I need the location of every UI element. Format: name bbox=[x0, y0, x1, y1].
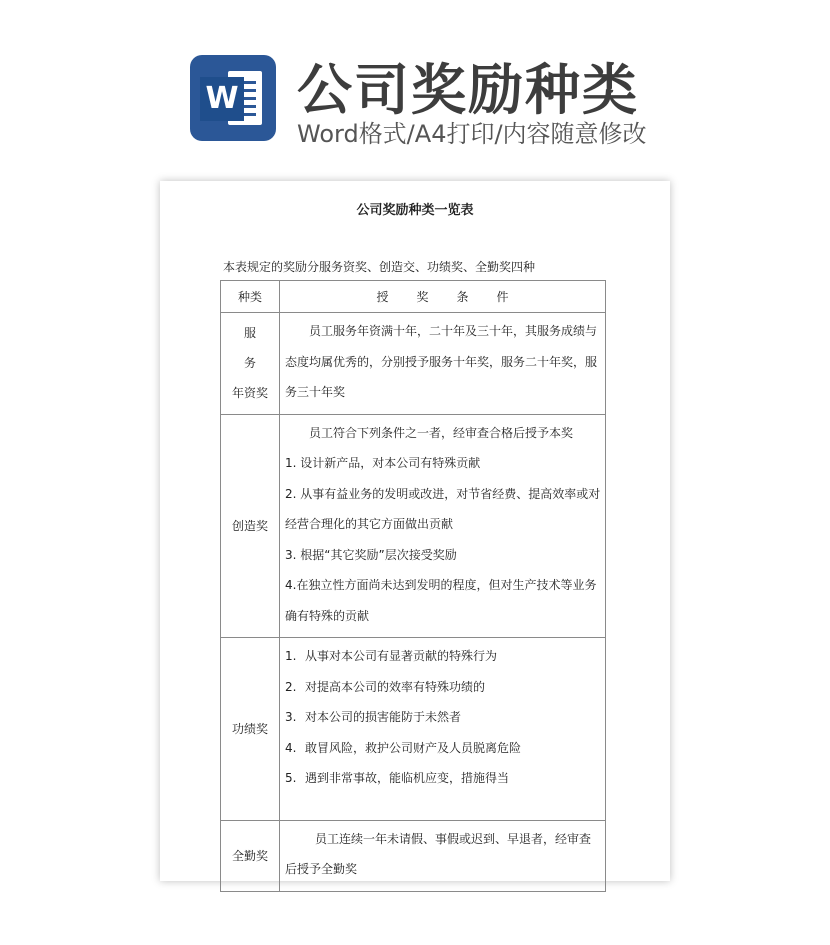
award-type-line: 全勤奖 bbox=[231, 848, 268, 863]
condition-paragraph: 员工符合下列条件之一者，经审查合格后授予本奖 bbox=[309, 425, 574, 440]
word-app-icon bbox=[190, 55, 276, 141]
condition-paragraph: 4.在独立性方面尚未达到发明的程度，但对生产技术等业务确有特殊的贡献 bbox=[285, 578, 597, 623]
condition-paragraph: 员工服务年资满十年，二十年及三十年，其服务成绩与态度均属优秀的，分别授予服务十年奖，服务二十年奖，服务三十年奖 bbox=[285, 324, 598, 399]
header-type: 种类 bbox=[221, 281, 280, 313]
table-row-merit bbox=[221, 638, 606, 821]
table-row-attendance bbox=[221, 820, 606, 891]
list-item bbox=[285, 763, 601, 794]
award-type-cell bbox=[221, 313, 280, 415]
condition-paragraph: 2. 从事有益业务的发明或改进，对节省经费、提高效率或对经营合理化的其它方面做出贡献 bbox=[285, 486, 601, 531]
list-item-number: 2. bbox=[285, 679, 297, 694]
award-condition-cell bbox=[280, 820, 606, 891]
award-type-line: 创造奖 bbox=[231, 518, 268, 533]
list-item bbox=[285, 641, 601, 672]
spacer bbox=[285, 794, 601, 814]
award-type-cell bbox=[221, 820, 280, 891]
award-type-line: 年资奖 bbox=[231, 386, 268, 401]
list-item bbox=[285, 702, 601, 733]
award-type-cell bbox=[221, 414, 280, 638]
award-type-line: 功绩奖 bbox=[231, 721, 268, 736]
document-page bbox=[160, 181, 670, 881]
award-condition-cell bbox=[280, 313, 606, 415]
condition-paragraph: 员工连续一年未请假、事假或迟到、早退者，经审查后授予全勤奖 bbox=[285, 831, 592, 876]
list-item-text: 对本公司的损害能防于未然者 bbox=[305, 710, 462, 724]
list-item-text: 从事对本公司有显著贡献的特殊行为 bbox=[305, 649, 498, 663]
list-item-text: 敢冒风险，救护公司财产及人员脱离危险 bbox=[305, 740, 522, 755]
table-row-service bbox=[221, 313, 606, 415]
banner-title: 公司奖励种类 bbox=[297, 58, 640, 122]
list-item-text: 对提高本公司的效率有特殊功绩的 bbox=[305, 679, 486, 694]
award-condition-cell bbox=[280, 414, 606, 638]
award-type-line: 服务 bbox=[243, 326, 268, 371]
condition-paragraph: 1. 设计新产品，对本公司有特殊贡献 bbox=[285, 456, 481, 470]
document-title: 公司奖励种类一览表 bbox=[356, 203, 474, 218]
banner-subtitle: Word格式/A4打印/内容随意修改 bbox=[297, 120, 647, 148]
list-item-number: 5. bbox=[285, 771, 297, 785]
header-condition: 授奖条件 bbox=[280, 281, 606, 313]
list-item bbox=[285, 672, 601, 703]
list-item-number: 4. bbox=[285, 740, 297, 755]
list-item-number: 1. bbox=[285, 649, 297, 663]
award-condition-cell bbox=[280, 638, 606, 821]
table-row-creation bbox=[221, 414, 606, 638]
document-intro: 本表规定的奖励分服务资奖、创造交、功绩奖、全勤奖四种 bbox=[223, 260, 536, 274]
promo-banner bbox=[0, 0, 830, 175]
awards-table bbox=[220, 280, 606, 892]
list-item-number: 3. bbox=[285, 710, 297, 724]
list-item bbox=[285, 733, 601, 764]
condition-paragraph: 3. 根据“其它奖励”层次接受奖励 bbox=[285, 547, 457, 562]
award-type-cell bbox=[221, 638, 280, 821]
table-header-row bbox=[221, 281, 606, 313]
list-item-text: 遇到非常事故，能临机应变，措施得当 bbox=[305, 771, 510, 785]
word-letter-icon: W bbox=[200, 77, 244, 121]
